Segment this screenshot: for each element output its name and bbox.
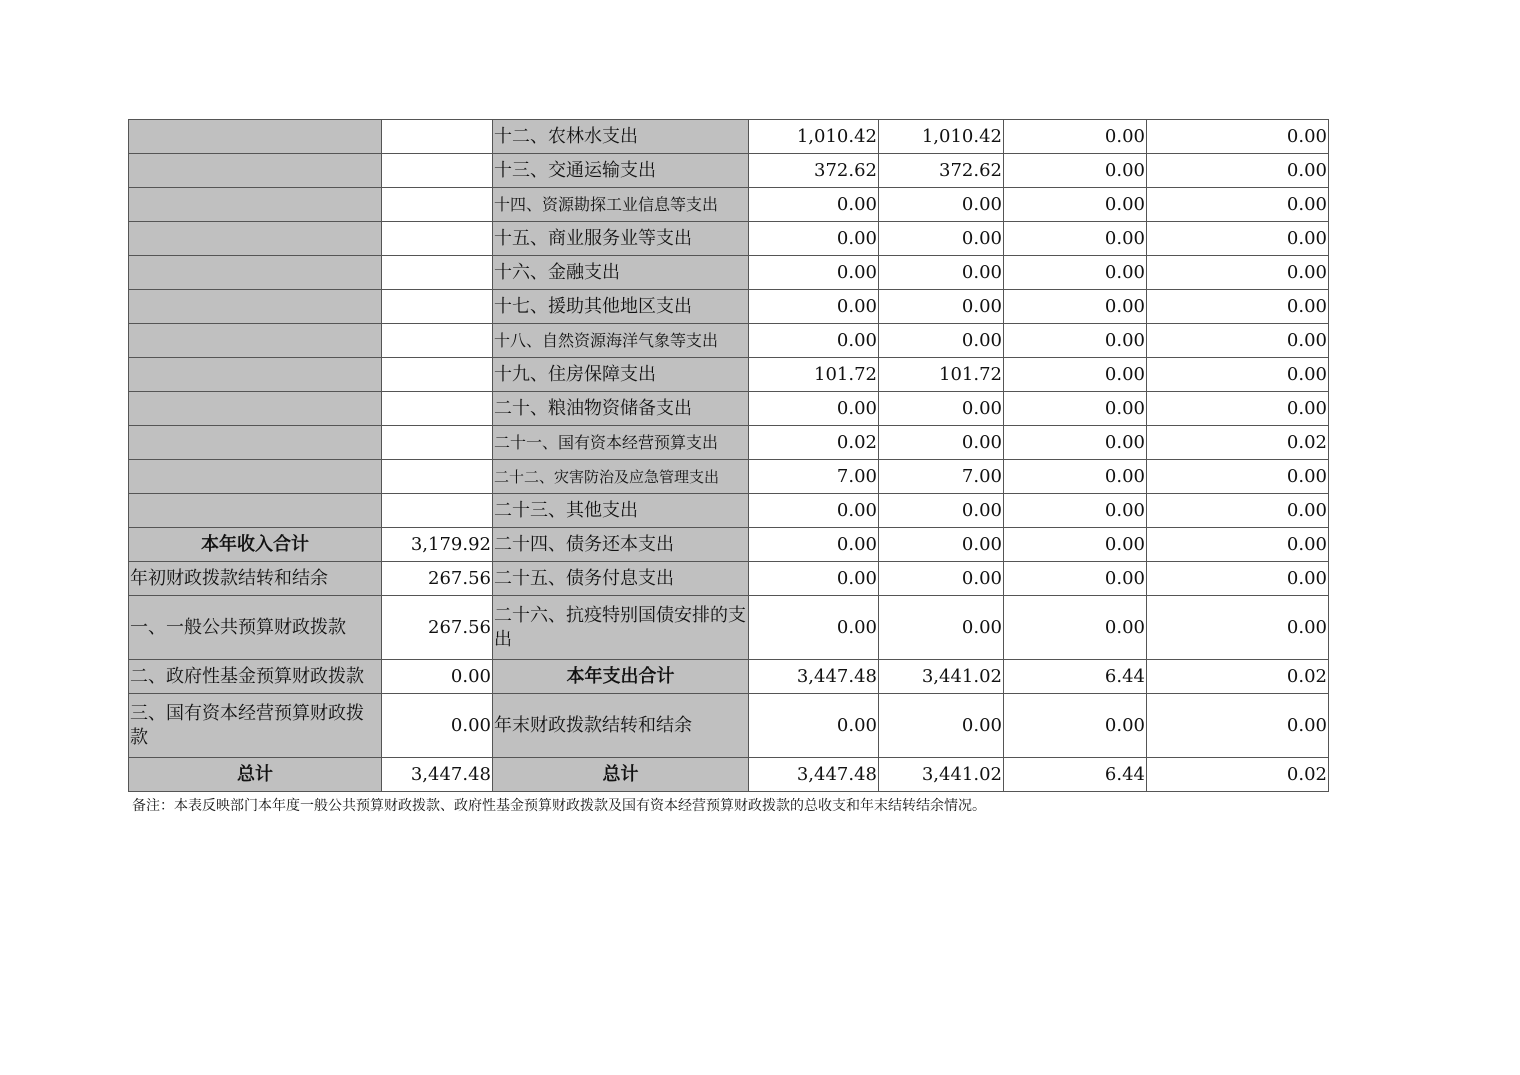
expense-total-cell: 0.00	[749, 494, 879, 528]
general-budget-cell: 0.00	[879, 528, 1004, 562]
income-label-cell: 年初财政拨款结转和结余	[129, 562, 382, 596]
expense-label-cell: 二十四、债务还本支出	[493, 528, 749, 562]
income-total-label: 本年收入合计	[129, 528, 382, 562]
expense-total-cell: 0.00	[749, 290, 879, 324]
table-row	[129, 358, 1329, 392]
income-label-cell	[129, 290, 382, 324]
expense-label-cell: 十八、自然资源海洋气象等支出	[493, 324, 749, 358]
general-budget-cell: 0.00	[879, 596, 1004, 660]
expense-total-label: 本年支出合计	[493, 660, 749, 694]
income-label-cell	[129, 120, 382, 154]
income-value-cell: 267.56	[382, 596, 493, 660]
income-label-cell	[129, 460, 382, 494]
table-row	[129, 596, 1329, 660]
general-budget-cell: 0.00	[879, 426, 1004, 460]
state-capital-cell: 0.00	[1147, 120, 1329, 154]
income-label-cell: 一、一般公共预算财政拨款	[129, 596, 382, 660]
general-budget-cell: 0.00	[879, 324, 1004, 358]
income-value-cell: 0.00	[382, 694, 493, 758]
grand-total-label: 总计	[129, 758, 382, 792]
table-row	[129, 758, 1329, 792]
income-value-cell: 3,179.92	[382, 528, 493, 562]
income-label-cell	[129, 222, 382, 256]
expense-total-cell: 0.00	[749, 188, 879, 222]
state-capital-cell: 0.00	[1147, 392, 1329, 426]
expense-label-cell: 二十、粮油物资储备支出	[493, 392, 749, 426]
expense-label-cell: 十二、农林水支出	[493, 120, 749, 154]
general-budget-cell: 3,441.02	[879, 758, 1004, 792]
general-budget-cell: 0.00	[879, 256, 1004, 290]
expense-total-cell: 0.00	[749, 528, 879, 562]
income-label-cell: 三、国有资本经营预算财政拨款	[129, 694, 382, 758]
expense-total-cell: 0.00	[749, 256, 879, 290]
expense-label-cell: 年末财政拨款结转和结余	[493, 694, 749, 758]
gov-fund-cell: 0.00	[1004, 154, 1147, 188]
expense-label-cell: 二十二、灾害防治及应急管理支出	[493, 460, 749, 494]
gov-fund-cell: 0.00	[1004, 494, 1147, 528]
state-capital-cell: 0.00	[1147, 494, 1329, 528]
expense-total-cell: 3,447.48	[749, 758, 879, 792]
expense-label-cell: 十五、商业服务业等支出	[493, 222, 749, 256]
footnote: 备注：本表反映部门本年度一般公共预算财政拨款、政府性基金预算财政拨款及国有资本经营预算财政拨款的总收支和年末结转结余情况。	[132, 798, 986, 814]
income-label-cell	[129, 324, 382, 358]
general-budget-cell: 0.00	[879, 562, 1004, 596]
gov-fund-cell: 0.00	[1004, 694, 1147, 758]
income-value-cell	[382, 460, 493, 494]
state-capital-cell: 0.00	[1147, 460, 1329, 494]
income-value-cell	[382, 256, 493, 290]
gov-fund-cell: 0.00	[1004, 596, 1147, 660]
gov-fund-cell: 0.00	[1004, 222, 1147, 256]
expense-label-cell: 十七、援助其他地区支出	[493, 290, 749, 324]
general-budget-cell: 3,441.02	[879, 660, 1004, 694]
expense-total-cell: 7.00	[749, 460, 879, 494]
expense-total-cell: 101.72	[749, 358, 879, 392]
state-capital-cell: 0.00	[1147, 358, 1329, 392]
state-capital-cell: 0.00	[1147, 324, 1329, 358]
expense-label-cell: 十三、交通运输支出	[493, 154, 749, 188]
income-value-cell	[382, 324, 493, 358]
income-value-cell	[382, 222, 493, 256]
general-budget-cell: 0.00	[879, 188, 1004, 222]
income-label-cell	[129, 358, 382, 392]
income-label-cell	[129, 188, 382, 222]
gov-fund-cell: 0.00	[1004, 562, 1147, 596]
expense-total-cell: 0.00	[749, 324, 879, 358]
general-budget-cell: 1,010.42	[879, 120, 1004, 154]
state-capital-cell: 0.00	[1147, 528, 1329, 562]
expense-total-cell: 0.00	[749, 694, 879, 758]
table-row	[129, 392, 1329, 426]
income-value-cell	[382, 426, 493, 460]
state-capital-cell: 0.00	[1147, 188, 1329, 222]
income-value-cell	[382, 188, 493, 222]
expense-label-cell: 二十五、债务付息支出	[493, 562, 749, 596]
table-row	[129, 528, 1329, 562]
general-budget-cell: 101.72	[879, 358, 1004, 392]
expense-total-cell: 0.00	[749, 222, 879, 256]
state-capital-cell: 0.00	[1147, 562, 1329, 596]
expense-total-cell: 0.00	[749, 596, 879, 660]
income-value-cell: 3,447.48	[382, 758, 493, 792]
state-capital-cell: 0.00	[1147, 154, 1329, 188]
expense-label-cell: 二十六、抗疫特别国债安排的支出	[493, 596, 749, 660]
income-label-cell	[129, 426, 382, 460]
gov-fund-cell: 0.00	[1004, 358, 1147, 392]
expense-total-cell: 372.62	[749, 154, 879, 188]
expense-label-cell: 十六、金融支出	[493, 256, 749, 290]
gov-fund-cell: 6.44	[1004, 758, 1147, 792]
gov-fund-cell: 6.44	[1004, 660, 1147, 694]
table-row	[129, 256, 1329, 290]
table-row	[129, 324, 1329, 358]
state-capital-cell: 0.00	[1147, 290, 1329, 324]
table-row	[129, 188, 1329, 222]
state-capital-cell: 0.00	[1147, 694, 1329, 758]
income-value-cell: 0.00	[382, 660, 493, 694]
state-capital-cell: 0.02	[1147, 660, 1329, 694]
income-value-cell	[382, 494, 493, 528]
state-capital-cell: 0.02	[1147, 426, 1329, 460]
gov-fund-cell: 0.00	[1004, 460, 1147, 494]
grand-total-label: 总计	[493, 758, 749, 792]
gov-fund-cell: 0.00	[1004, 426, 1147, 460]
general-budget-cell: 0.00	[879, 494, 1004, 528]
expense-total-cell: 3,447.48	[749, 660, 879, 694]
general-budget-cell: 0.00	[879, 392, 1004, 426]
income-label-cell	[129, 494, 382, 528]
gov-fund-cell: 0.00	[1004, 392, 1147, 426]
income-value-cell	[382, 120, 493, 154]
expense-label-cell: 十四、资源勘探工业信息等支出	[493, 188, 749, 222]
general-budget-cell: 0.00	[879, 290, 1004, 324]
income-label-cell	[129, 392, 382, 426]
general-budget-cell: 0.00	[879, 694, 1004, 758]
state-capital-cell: 0.00	[1147, 256, 1329, 290]
income-label-cell	[129, 256, 382, 290]
table-row	[129, 660, 1329, 694]
table-row	[129, 120, 1329, 154]
table-row	[129, 694, 1329, 758]
expense-total-cell: 0.00	[749, 392, 879, 426]
income-value-cell	[382, 358, 493, 392]
income-value-cell	[382, 392, 493, 426]
income-value-cell	[382, 290, 493, 324]
expense-label-cell: 二十三、其他支出	[493, 494, 749, 528]
budget-table	[128, 119, 1329, 792]
state-capital-cell: 0.00	[1147, 222, 1329, 256]
general-budget-cell: 372.62	[879, 154, 1004, 188]
state-capital-cell: 0.00	[1147, 596, 1329, 660]
general-budget-cell: 7.00	[879, 460, 1004, 494]
expense-label-cell: 十九、住房保障支出	[493, 358, 749, 392]
gov-fund-cell: 0.00	[1004, 256, 1147, 290]
table-row	[129, 290, 1329, 324]
gov-fund-cell: 0.00	[1004, 188, 1147, 222]
table-row	[129, 426, 1329, 460]
expense-total-cell: 1,010.42	[749, 120, 879, 154]
gov-fund-cell: 0.00	[1004, 324, 1147, 358]
gov-fund-cell: 0.00	[1004, 528, 1147, 562]
table-row	[129, 222, 1329, 256]
income-label-cell	[129, 154, 382, 188]
state-capital-cell: 0.02	[1147, 758, 1329, 792]
table-row	[129, 494, 1329, 528]
gov-fund-cell: 0.00	[1004, 290, 1147, 324]
expense-label-cell: 二十一、国有资本经营预算支出	[493, 426, 749, 460]
income-value-cell	[382, 154, 493, 188]
general-budget-cell: 0.00	[879, 222, 1004, 256]
table-row	[129, 154, 1329, 188]
income-label-cell: 二、政府性基金预算财政拨款	[129, 660, 382, 694]
expense-total-cell: 0.02	[749, 426, 879, 460]
expense-total-cell: 0.00	[749, 562, 879, 596]
gov-fund-cell: 0.00	[1004, 120, 1147, 154]
table-row	[129, 562, 1329, 596]
table-row	[129, 460, 1329, 494]
income-value-cell: 267.56	[382, 562, 493, 596]
